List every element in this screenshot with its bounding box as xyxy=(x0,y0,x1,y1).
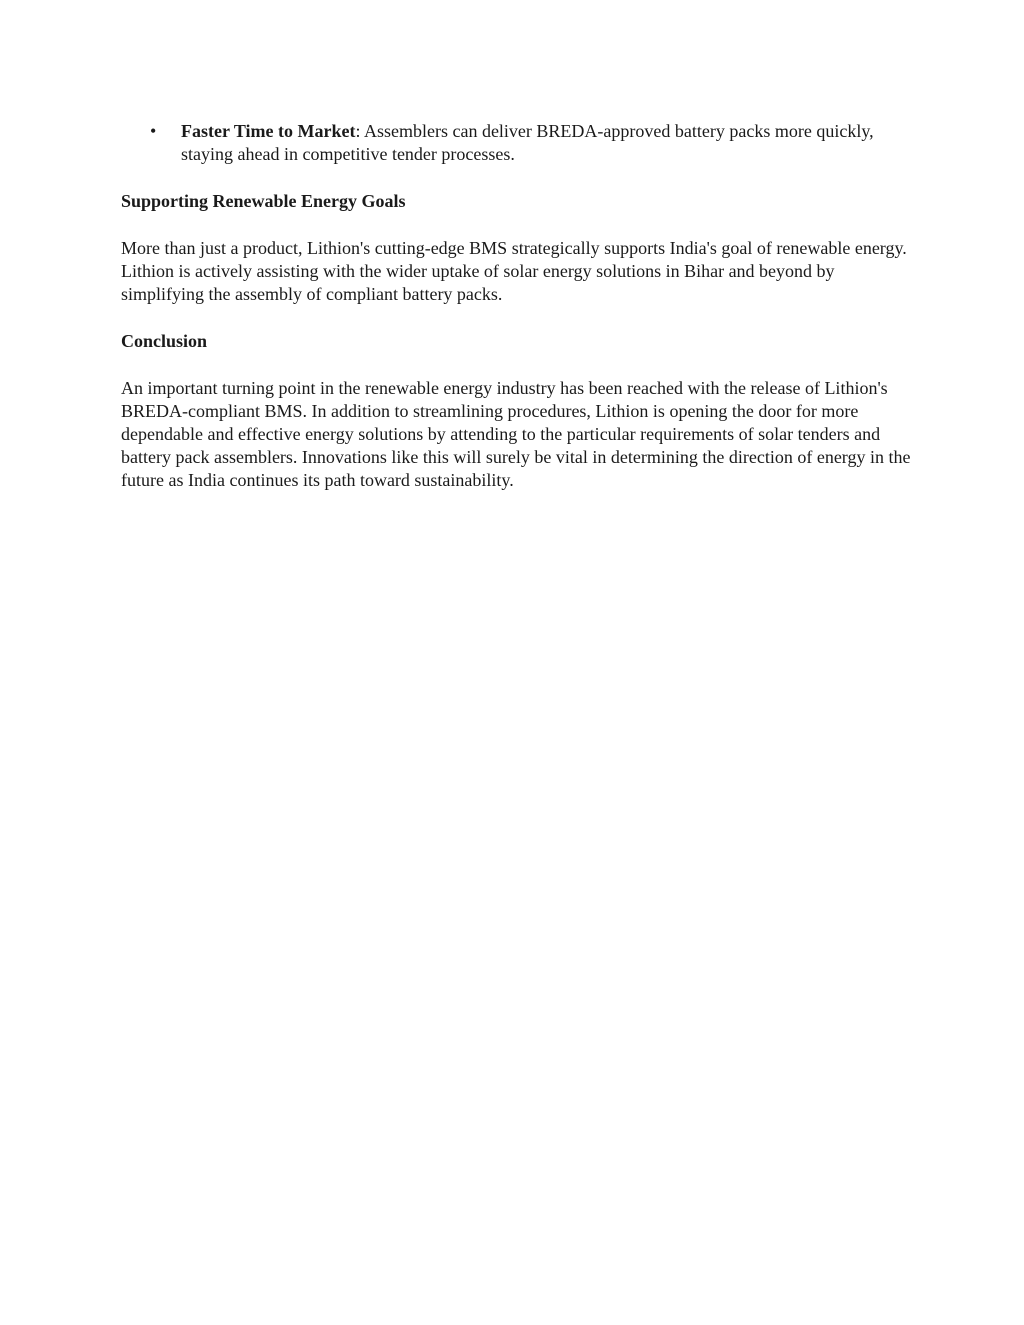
bullet-body: : Assemblers can deliver BREDA-approved battery packs more quickly, staying ahead in competitive tender processes. xyxy=(181,121,874,164)
section-heading-conclusion: Conclusion xyxy=(121,331,208,351)
section-heading-renewable: Supporting Renewable Energy Goals xyxy=(121,191,406,211)
bullet-icon: • xyxy=(150,121,157,141)
bullet-list xyxy=(121,120,911,166)
list-item xyxy=(121,120,911,166)
section-paragraph-conclusion: An important turning point in the renewable energy industry has been reached with the release of Lithion's BREDA-compliant BMS. In addition to streamlining procedures, Lithion is opening the door for more dependable and effective energy solutions by attending to the particular requirements of solar tenders and battery pack assemblers. Innovations like this will surely be vital in determining the direction of energy in the future as India continues its path toward sustainability. xyxy=(121,378,911,490)
bullet-term: Faster Time to Market xyxy=(181,121,356,141)
bullet-text xyxy=(181,120,911,166)
section-paragraph-renewable: More than just a product, Lithion's cutting-edge BMS strategically supports India's goal of renewable energy. Lithion is actively assisting with the wider uptake of solar energy solutions in Bihar and beyond by simplifying the assembly of compliant battery packs. xyxy=(121,238,907,304)
document-page xyxy=(121,120,911,492)
